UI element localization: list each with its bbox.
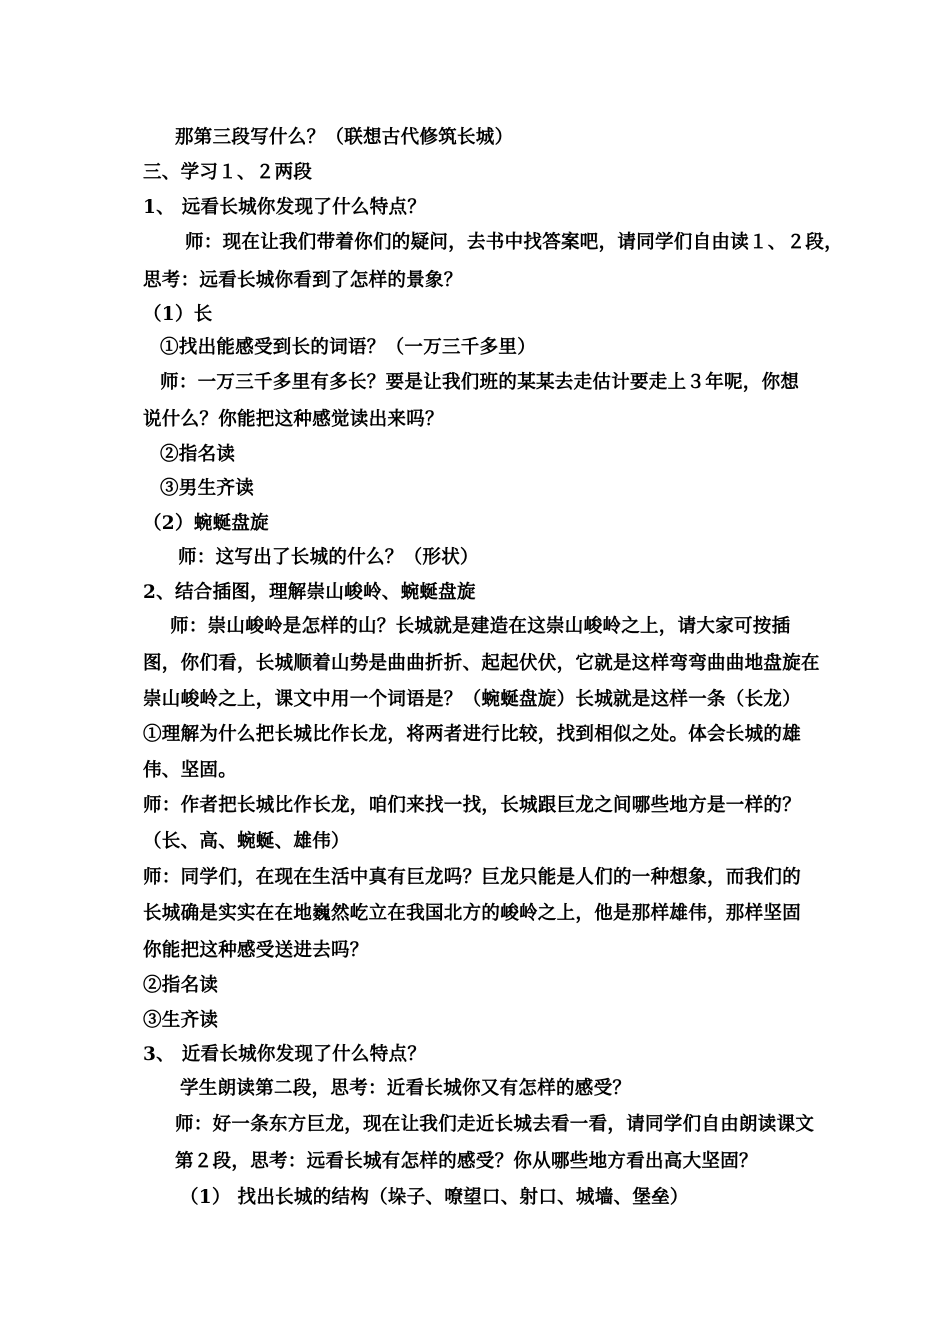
list-item: （1）长: [143, 304, 213, 325]
section-heading: 三、学习１、２两段: [143, 162, 313, 183]
text-line: 第２段，思考：远看长城有怎样的感受？你从哪些地方看出高大坚固？: [175, 1151, 758, 1172]
text-line: 学生朗读第二段，思考：近看长城你又有怎样的感受？: [180, 1078, 632, 1099]
text-line: 图，你们看，长城顺着山势是曲曲折折、起起伏伏，它就是这样弯弯曲曲地盘旋在: [143, 653, 820, 674]
text-line: 崇山峻岭之上，课文中用一个词语是？（蜿蜒盘旋）长城就是这样一条（长龙）: [143, 689, 802, 710]
text-line: 伟、坚固。: [143, 760, 238, 781]
text-line: 说什么？你能把这种感觉读出来吗？: [143, 409, 444, 430]
text-line: 师：现在让我们带着你们的疑问，去书中找答案吧，请同学们自由读１、２段，: [185, 232, 844, 253]
list-item: ②指名读: [160, 444, 236, 465]
text-line: 师：这写出了长城的什么？（形状）: [178, 547, 479, 568]
text-line: 师：一万三千多里有多长？要是让我们班的某某去走估计要走上３年呢，你想: [160, 372, 800, 393]
text-line: 你能把这种感受送进去吗？: [143, 940, 369, 961]
text-line: 师：同学们，在现在生活中真有巨龙吗？巨龙只能是人们的一种想象，而我们的: [143, 867, 802, 888]
subsection-heading: 3、 近看长城你发现了什么特点？: [143, 1044, 427, 1065]
text-line: 长城确是实实在在地巍然屹立在我国北方的峻岭之上，他是那样雄伟，那样坚固: [143, 903, 802, 924]
text-line: 师：作者把长城比作长龙，咱们来找一找，长城跟巨龙之间哪些地方是一样的？: [143, 795, 802, 816]
text-line: 师：崇山峻岭是怎样的山？长城就是建造在这崇山峻岭之上，请大家可按插: [170, 616, 791, 637]
text-line: 那第三段写什么？（联想古代修筑长城）: [175, 127, 514, 148]
list-item: ①找出能感受到长的词语？（一万三千多里）: [160, 337, 537, 358]
subsection-heading: 1、 远看长城你发现了什么特点？: [143, 197, 427, 218]
list-item: ②指名读: [143, 975, 219, 996]
subsection-heading: 2、结合插图，理解崇山峻岭、蜿蜒盘旋: [143, 582, 476, 603]
text-line: ①理解为什么把长城比作长龙，将两者进行比较，找到相似之处。体会长城的雄: [143, 724, 802, 745]
list-item: ③男生齐读: [160, 478, 255, 499]
text-line: （长、高、蜿蜒、雄伟）: [143, 831, 350, 852]
list-item: （2）蜿蜒盘旋: [143, 513, 269, 534]
text-line: 师：好一条东方巨龙，现在让我们走近长城去看一看，请同学们自由朗读课文: [175, 1114, 815, 1135]
list-item: （1） 找出长城的结构（垛子、嘹望口、射口、城墙、堡垒）: [180, 1187, 689, 1208]
list-item: ③生齐读: [143, 1010, 219, 1031]
text-line: 思考：远看长城你看到了怎样的景象？: [143, 270, 463, 291]
